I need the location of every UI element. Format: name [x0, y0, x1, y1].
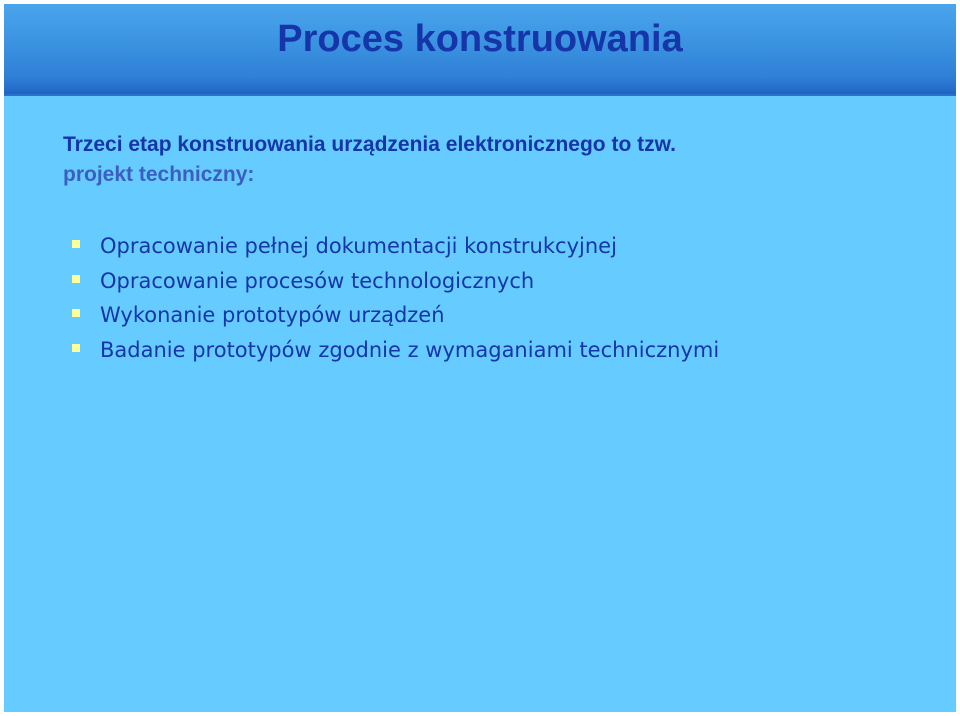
- square-bullet-icon: [72, 275, 80, 283]
- list-item-text: Opracowanie pełnej dokumentacji konstrukcyjnej: [100, 234, 617, 258]
- title-bar: [4, 4, 956, 96]
- list-item-text: Badanie prototypów zgodnie z wymaganiami technicznymi: [100, 337, 720, 362]
- intro-line-2: projekt techniczny:: [63, 163, 255, 186]
- slide-title: Proces konstruowania: [277, 18, 683, 60]
- list-item-text: Opracowanie procesów technologicznych: [100, 268, 535, 293]
- list-item-text: Wykonanie prototypów urządzeń: [100, 303, 445, 327]
- square-bullet-icon: [72, 309, 80, 317]
- slide: [4, 4, 956, 712]
- intro-line-1: Trzeci etap konstruowania urządzenia elektronicznego to tzw.: [63, 133, 677, 156]
- slide-intro: [63, 130, 843, 190]
- square-bullet-icon: [72, 240, 80, 248]
- square-bullet-icon: [72, 344, 80, 352]
